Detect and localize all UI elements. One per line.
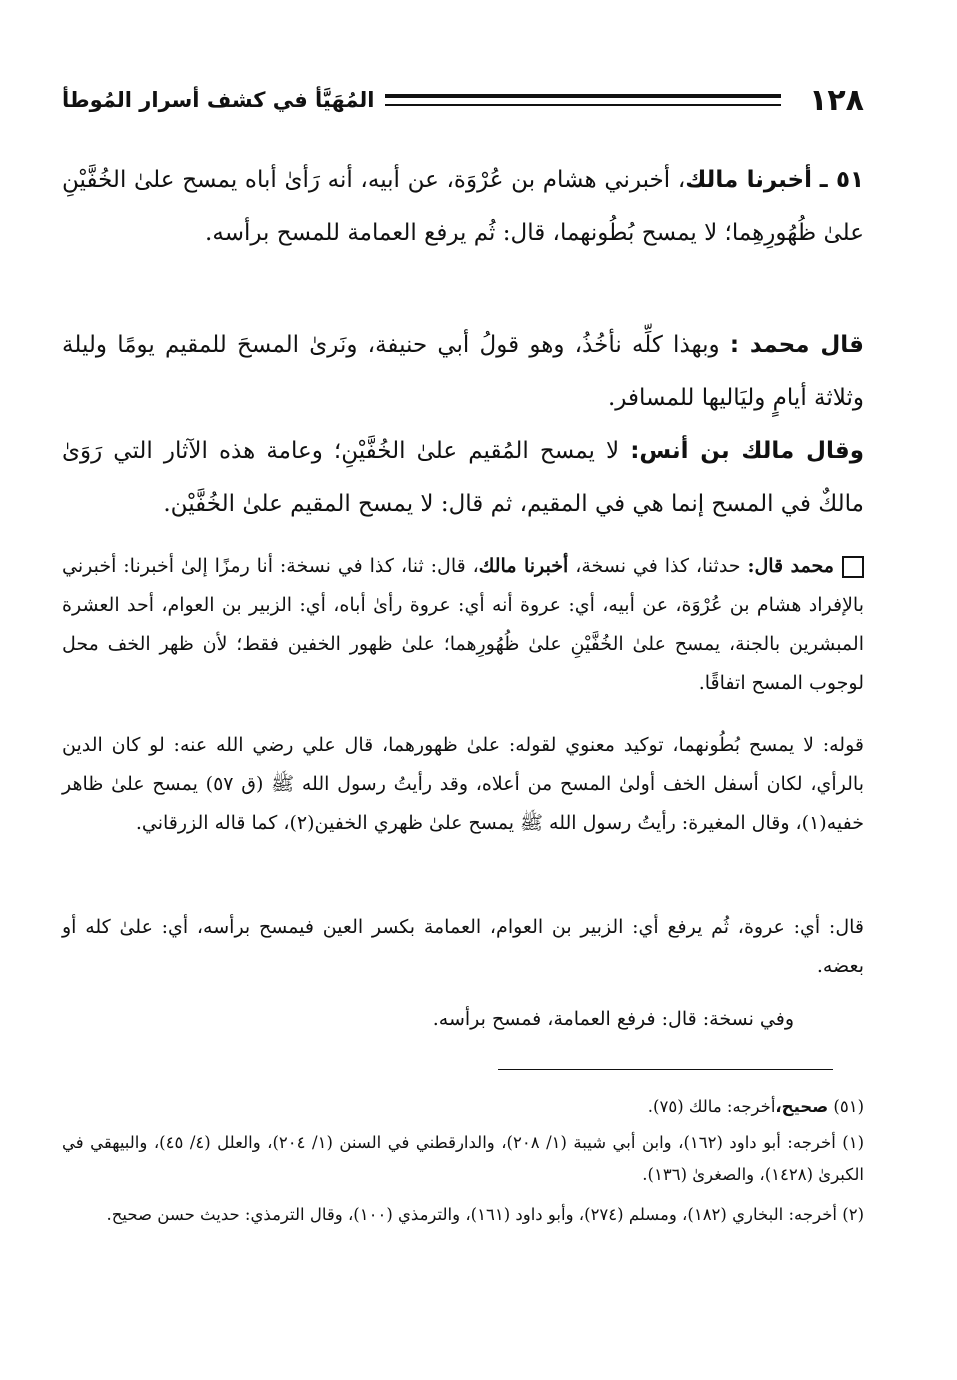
qal-malik-body: لا يمسح المُقيم علىٰ الخُفَّيْنِ؛ وعامة هذه الآثار التي رَوَىٰ مالكٌ في المسح إنما هي في المقيم، ثم قال: لا يمسح المقيم علىٰ الخُفَّيْن.	[62, 438, 864, 517]
commentary-lead: محمد قال:	[747, 555, 834, 577]
running-header	[62, 70, 864, 130]
footnote-2: (٢) أخرجه: البخاري (١٨٢)، ومسلم (٢٧٤)، وأبو داود (١٦١)، والترمذي (١٠٠)، وقال الترمذي: حديث حسن صحيح.	[106, 1205, 864, 1224]
header-rule-thin	[385, 104, 782, 106]
footnote-51	[62, 1091, 864, 1123]
hadith-paragraph	[62, 154, 864, 260]
qal-malik-paragraph	[62, 425, 864, 531]
hadith-body: ، أخبرني هشام بن عُرْوَة، عن أبيه، أنه رَأىٰ أباه يمسح علىٰ الخُفَّيْنِ علىٰ ظُهُورِهِما؛ لا يمسح بُطُونهما، قال: ثُم يرفع العمامة للمسح برأسه.	[62, 167, 864, 246]
page-number: ١٢٨	[809, 82, 864, 118]
book-title: المُهَيَّأ في كشف أسرار المُوطأ	[62, 88, 375, 112]
footnote-51-number: (٥١)	[833, 1097, 864, 1116]
footnote-51-grade: صحيح،	[775, 1097, 829, 1116]
commentary-bold-malik: أخبرنا مالك	[478, 555, 569, 577]
qal-muhammad-body: وبهذا كلِّه نأخُذُ، وهو قولُ أبي حنيفة، ونَرىٰ المسحَ للمقيم يومًا وليلة وثلاثة أيامٍ وليَاليها للمسافر.	[62, 332, 864, 411]
qal-muhammad-lead: قال محمد :	[729, 332, 864, 358]
hadith-lead: أخبرنا مالك	[685, 167, 812, 193]
commentary-p4-text: وفي نسخة: قال: فرفع العمامة، فمسح برأسه.	[432, 1008, 794, 1030]
commentary-p4	[62, 1000, 864, 1039]
hadith-text	[62, 154, 864, 260]
commentary-p2-text: قوله: لا يمسح بُطُونهما، توكيد معنوي لقوله: علىٰ ظهورهما، قال علي رضي الله عنه: لو كان الدين بالرأي، لكان أسفل الخف أولىٰ المسح من أعلاه، وقد رأيتُ رسول الله ﷺ (ق ٥٧) يمسح علىٰ ظاهر خفيه(١)، وقال المغيرة: رأيتُ رسول الله ﷺ يمسح علىٰ ظهري الخفين(٢)، كما قاله الزرقاني.	[62, 734, 864, 834]
commentary-p3-text: قال: أي: عروة، ثُم يرفع أي: الزبير بن العوام، العمامة بكسر العين فيمسح برأسه، أي: علىٰ كله أو بعضه.	[62, 916, 864, 977]
footnote-separator	[498, 1069, 833, 1070]
header-rule	[385, 94, 782, 106]
qal-malik-text	[62, 425, 864, 531]
qal-muhammad-text	[62, 319, 864, 425]
commentary-p1-text	[62, 547, 864, 703]
header-rule-thick	[385, 94, 782, 98]
commentary-p1	[62, 547, 864, 703]
qal-muhammad-paragraph	[62, 319, 864, 425]
commentary-p3	[62, 908, 864, 986]
footnote-1: (١) أخرجه: أبو داود (١٦٢)، وابن أبي شيبة (١/ ٢٠٨)، والدارقطني في السنن (١/ ٢٠٤)، والعلل (٤/ ٤٥)، والبيهقي في الكبرىٰ (١٤٢٨)، والصغرىٰ (١٣٦).	[62, 1133, 865, 1184]
qal-malik-lead: وقال مالك بن أنس:	[630, 438, 865, 464]
commentary-mid: حدثنا، كذا في نسخة،	[575, 555, 741, 577]
commentary-p1-body: ، قال: ثنا، كذا في نسخة: أنا رمزًا إلىٰ أخبرنا: أخبرني بالإفراد هشام بن عُرْوَة، عن أبيه، أي: عروة أنه أي: عروة رأىٰ أباه، أي: الزبير بن العوام، أحد العشرة المبشرين بالجنة، يمسح علىٰ الخُفَّيْنِ علىٰ ظُهُورِهما؛ علىٰ ظهور الخفين فقط؛ لأن ظهر الخف محل لوجوب المسح اتفاقًا.	[62, 555, 864, 694]
hadith-number: ٥١ ـ	[819, 167, 865, 193]
square-marker-icon	[842, 556, 864, 578]
footnote-51-text: أخرجه: مالك (٧٥).	[647, 1097, 776, 1116]
commentary-p2	[62, 726, 864, 843]
